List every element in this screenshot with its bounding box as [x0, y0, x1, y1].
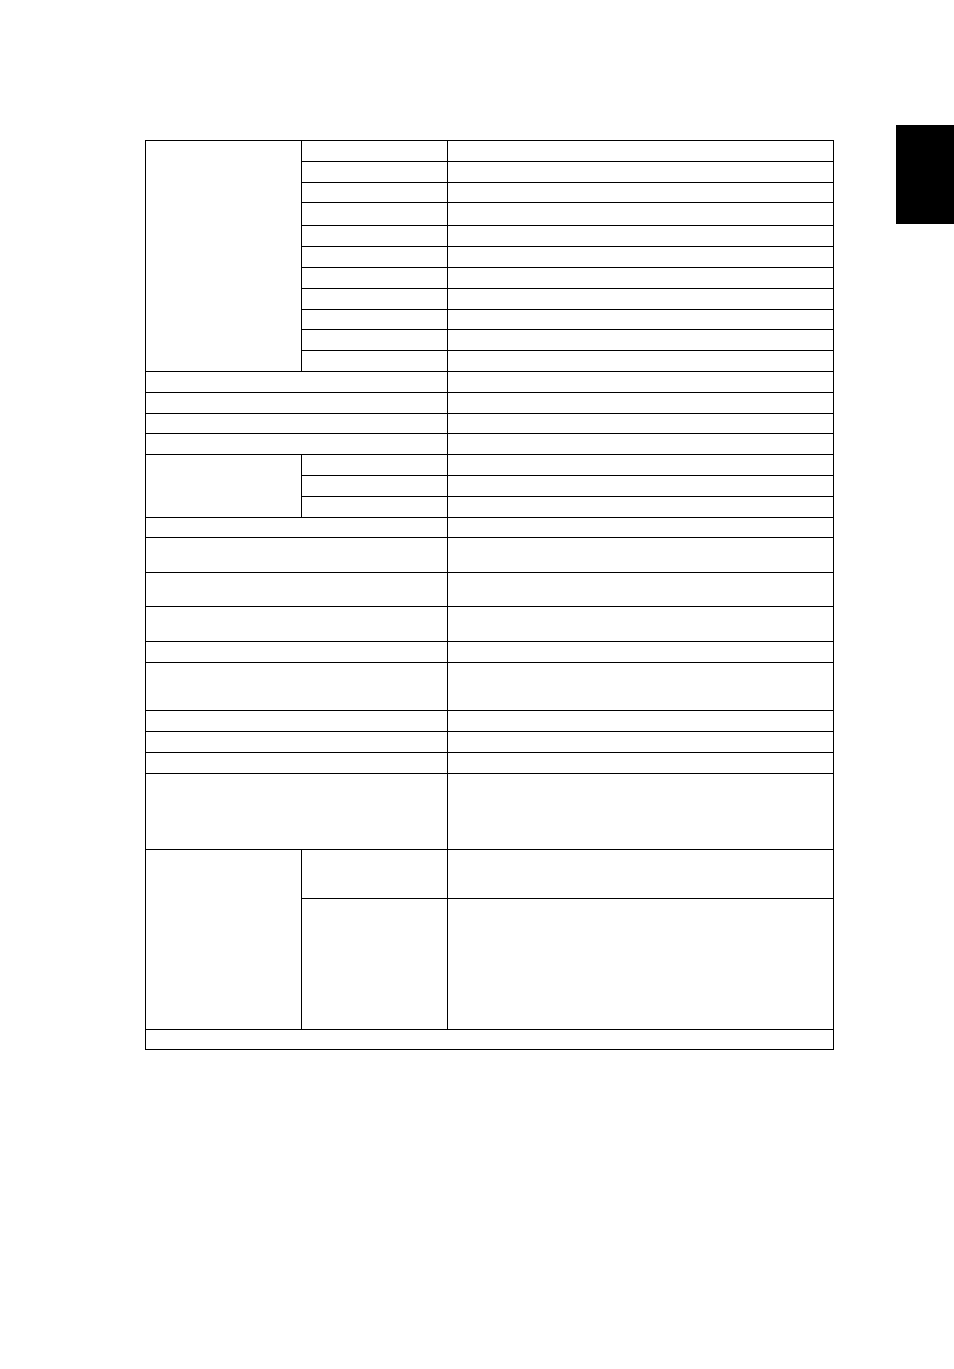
spec-value [448, 572, 834, 607]
spec-name [146, 371, 448, 392]
spec-name [302, 496, 448, 517]
spec-name [146, 662, 448, 711]
spec-value [448, 161, 834, 182]
table-row [146, 752, 834, 773]
spec-value [448, 371, 834, 392]
table-row [146, 371, 834, 392]
spec-value [448, 351, 834, 372]
table-row [146, 572, 834, 607]
table-row [146, 773, 834, 849]
language-tab [896, 125, 954, 224]
spec-value [448, 182, 834, 203]
table-row [146, 1050, 834, 1187]
table-row [146, 392, 834, 413]
specification-table [145, 140, 834, 1187]
spec-name [302, 226, 448, 247]
spec-value [448, 773, 834, 849]
table-row [146, 711, 834, 732]
spec-value [448, 731, 834, 752]
table-row [146, 849, 834, 898]
table-row [146, 1029, 834, 1050]
spec-value [448, 267, 834, 288]
spec-value [448, 226, 834, 247]
spec-name [146, 413, 448, 434]
spec-name [302, 475, 448, 496]
spec-name [146, 752, 448, 773]
spec-name [302, 309, 448, 330]
lcd-panel-label [146, 141, 302, 372]
table-row [146, 455, 834, 476]
table-row [146, 413, 834, 434]
table-row [146, 662, 834, 711]
spec-name [302, 203, 448, 226]
spec-value [448, 330, 834, 351]
spec-name [302, 161, 448, 182]
notice-text [146, 1029, 834, 1050]
spec-value [448, 538, 834, 573]
spec-value [448, 309, 834, 330]
external-controls-label [146, 849, 302, 1029]
spec-name [302, 267, 448, 288]
spec-name [302, 182, 448, 203]
spec-name [146, 517, 448, 538]
spec-value [448, 496, 834, 517]
spec-value [448, 898, 834, 1029]
spec-name [146, 711, 448, 732]
spec-name [146, 773, 448, 849]
spec-name [302, 455, 448, 476]
spec-value [448, 711, 834, 732]
spec-value [448, 247, 834, 268]
control-item [551, 867, 829, 881]
table-row [146, 517, 834, 538]
spec-name [302, 247, 448, 268]
spec-name [302, 330, 448, 351]
spec-value [448, 288, 834, 309]
table-row [146, 141, 834, 162]
spec-name [302, 849, 448, 898]
energy-star-label [146, 455, 302, 517]
table-row [146, 434, 834, 455]
two-column-list [452, 867, 829, 881]
spec-name [302, 898, 448, 1029]
spec-name [146, 572, 448, 607]
table-row [146, 731, 834, 752]
spec-value [448, 517, 834, 538]
spec-name [146, 607, 448, 642]
table-row [146, 538, 834, 573]
spec-name [146, 434, 448, 455]
spec-value [448, 752, 834, 773]
spec-value [448, 455, 834, 476]
spec-value [448, 392, 834, 413]
spec-value [448, 641, 834, 662]
spec-name [146, 641, 448, 662]
spec-value [448, 413, 834, 434]
spec-value [448, 662, 834, 711]
spec-value [448, 141, 834, 162]
spec-name [302, 351, 448, 372]
spec-value [448, 434, 834, 455]
spec-value [448, 849, 834, 898]
spec-name [146, 731, 448, 752]
spec-name [302, 141, 448, 162]
spec-value [448, 203, 834, 226]
spec-name [302, 288, 448, 309]
spec-name [146, 538, 448, 573]
spec-value [448, 607, 834, 642]
spec-name [146, 392, 448, 413]
control-item [452, 867, 551, 881]
table-row [146, 641, 834, 662]
spec-value [448, 475, 834, 496]
table-row [146, 607, 834, 642]
